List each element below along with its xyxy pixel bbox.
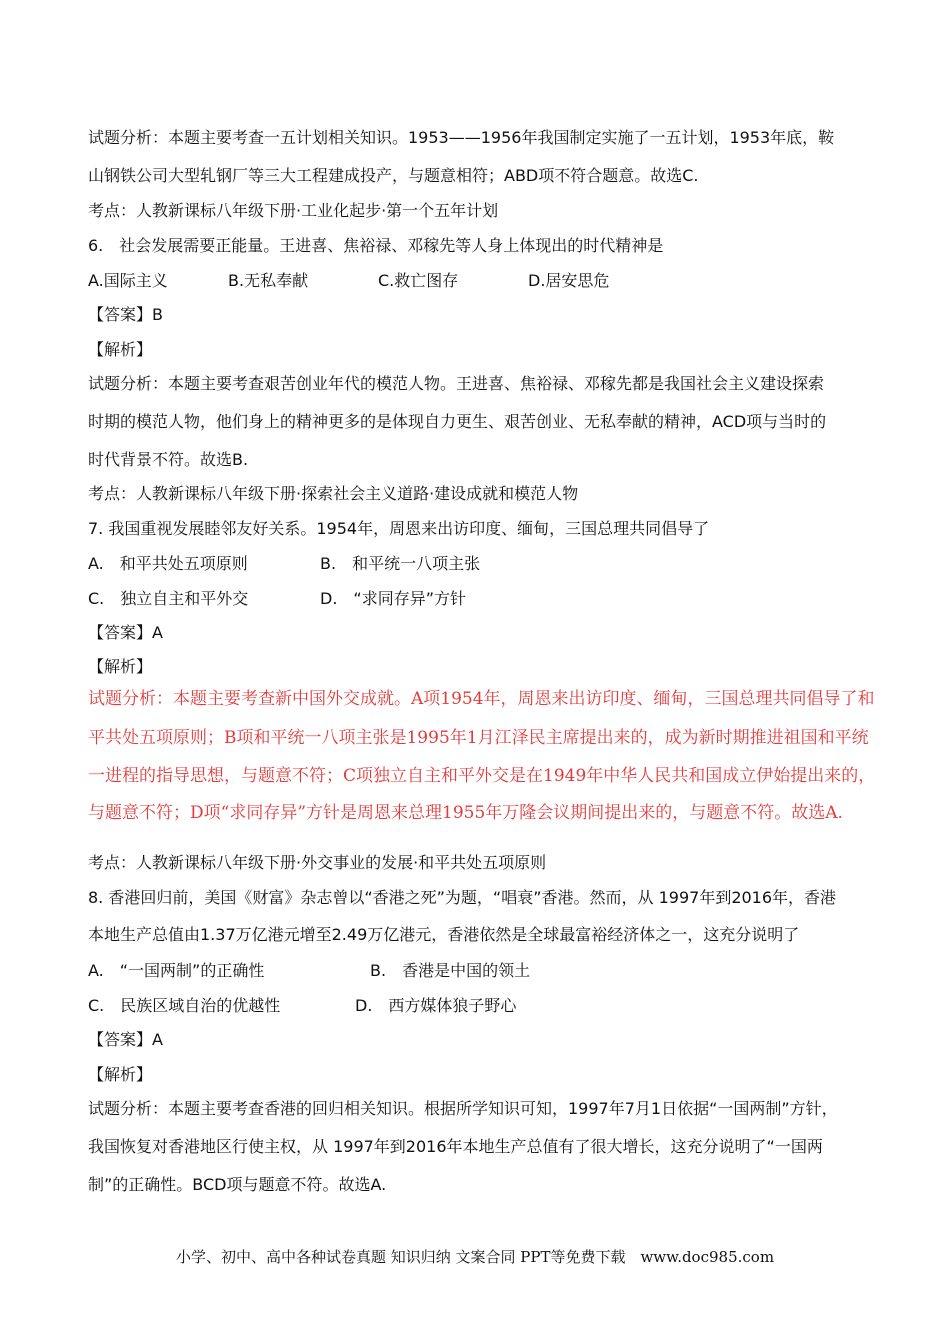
analysis-heading: 【解析】 <box>88 657 153 676</box>
key-point: 考点：人教新课标八年级下册·探索社会主义道路·建设成就和模范人物 <box>88 484 579 503</box>
analysis-line: 试题分析：本题主要考查一五计划相关知识。1953——1956年我国制定实施了一五计划，1953年底，鞍 <box>88 128 835 147</box>
q7-option-a: A. 和平共处五项原则 <box>88 554 248 573</box>
question-8: 8. 香港回归前，美国《财富》杂志曾以“香港之死”为题，“唱衰”香港。然而，从 1997年到2016年，香港 <box>88 888 837 907</box>
q7-option-d: D. “求同存异”方针 <box>320 589 466 608</box>
analysis-line: 我国恢复对香港地区行使主权，从 1997年到2016年本地生产总值有了很大增长，这充分说明了“一国两 <box>88 1137 823 1156</box>
q8-option-a: A. “一国两制”的正确性 <box>88 961 265 980</box>
analysis-line: 时期的模范人物，他们身上的精神更多的是体现自力更生、艰苦创业、无私奉献的精神，ACD项与当时的 <box>88 412 827 431</box>
analysis-line: 时代背景不符。故选B. <box>88 450 249 469</box>
answer-label: 【答案】B <box>88 305 163 324</box>
q6-option-c: C.救亡图存 <box>378 271 459 290</box>
analysis-line-red: 与题意不符；D项“求同存异”方针是周恩来总理1955年万隆会议期间提出来的，与题意不符。故选A. <box>88 803 843 823</box>
analysis-heading: 【解析】 <box>88 1065 153 1084</box>
q6-option-d: D.居安思危 <box>528 271 610 290</box>
analysis-line: 试题分析：本题主要考查香港的回归相关知识。根据所学知识可知，1997年7月1日依据“一国两制”方针， <box>88 1099 838 1118</box>
key-point: 考点：人教新课标八年级下册·外交事业的发展·和平共处五项原则 <box>88 853 547 872</box>
analysis-line-red: 一进程的指导思想，与题意不符；C项独立自主和平外交是在1949年中华人民共和国成立伊始提出来的， <box>88 766 876 786</box>
analysis-line: 制”的正确性。BCD项与题意不符。故选A. <box>88 1175 387 1194</box>
key-point: 考点：人教新课标八年级下册·工业化起步·第一个五年计划 <box>88 201 499 220</box>
analysis-heading: 【解析】 <box>88 340 153 359</box>
analysis-line-red: 平共处五项原则；B项和平统一八项主张是1995年1月江泽民主席提出来的，成为新时期推进祖国和平统 <box>88 728 869 748</box>
question-8-cont: 本地生产总值由1.37万亿港元增至2.49万亿港元，香港依然是全球最富裕经济体之一，这充分说明了 <box>88 925 800 944</box>
q7-option-b: B. 和平统一八项主张 <box>320 554 481 573</box>
analysis-line-red: 试题分析：本题主要考查新中国外交成就。A项1954年，周恩来出访印度、缅甸，三国总理共同倡导了和 <box>88 689 875 709</box>
q6-option-a: A.国际主义 <box>88 271 168 290</box>
question-7: 7. 我国重视发展睦邻友好关系。1954年，周恩来出访印度、缅甸，三国总理共同倡导了 <box>88 519 710 538</box>
q8-option-c: C. 民族区域自治的优越性 <box>88 996 281 1015</box>
q7-option-c: C. 独立自主和平外交 <box>88 589 249 608</box>
q8-option-b: B. 香港是中国的领土 <box>370 961 531 980</box>
page-footer: 小学、初中、高中各种试卷真题 知识归纳 文案合同 PPT等免费下载 www.doc985.com <box>175 1248 775 1266</box>
analysis-line: 山钢铁公司大型轧钢厂等三大工程建成投产，与题意相符；ABD项不符合题意。故选C. <box>88 166 699 185</box>
q6-option-b: B.无私奉献 <box>228 271 309 290</box>
question-6: 6. 社会发展需要正能量。王进喜、焦裕禄、邓稼先等人身上体现出的时代精神是 <box>88 236 664 255</box>
q8-option-d: D. 西方媒体狼子野心 <box>355 996 517 1015</box>
analysis-line: 试题分析：本题主要考查艰苦创业年代的模范人物。王进喜、焦裕禄、邓稼先都是我国社会主义建设探索 <box>88 374 825 393</box>
answer-label: 【答案】A <box>88 1030 163 1049</box>
answer-label: 【答案】A <box>88 623 163 642</box>
